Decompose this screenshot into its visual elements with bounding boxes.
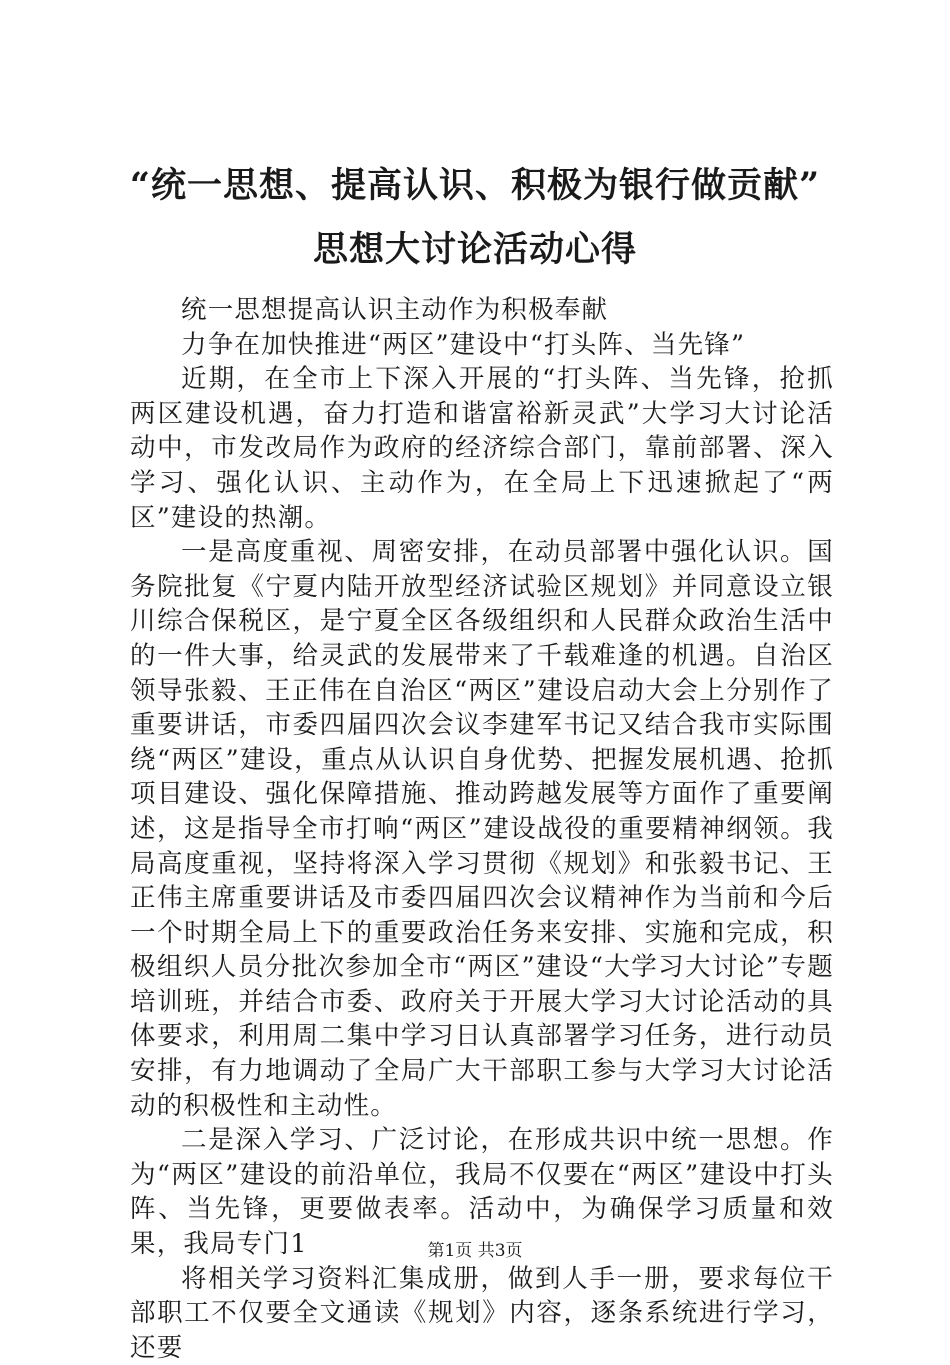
paragraph-continuation: 将相关学习资料汇集成册，做到人手一册，要求每位干部职工不仅要全文通读《规划》内容，逐条系统进行学习，还要 [130,1263,834,1363]
page-footer: 第1页 共3页 [427,1241,523,1261]
document-title-line-2: 思想大讨论活动心得 [312,229,637,270]
paragraph-point-2: 二是深入学习、广泛讨论，在形成共识中统一思想。作为“两区”建设的前沿单位，我局不仅要在“两区”建设中打头阵、当先锋，更要做表率。活动中，为确保学习质量和效果，我局专门1 [130,1125,834,1260]
paragraph-intro: 近期，在全市上下深入开展的“打头阵、当先锋，抢抓两区建设机遇，奋力打造和谐富裕新灵武”大学习大讨论活动中，市发改局作为政府的经济综合部门，靠前部署、深入学习、强化认识、主动作为，在全局上下迅速掀起了“两区”建设的热潮。 [130,364,834,533]
paragraph-point-1: 一是高度重视、周密安排，在动员部署中强化认识。国务院批复《宁夏内陆开放型经济试验区规划》并同意设立银川综合保税区，是宁夏全区各级组织和人民群众政治生活中的一件大事，给灵武的发展带来了千载难逢的机遇。自治区领导张毅、王正伟在自治区“两区”建设启动大会上分别作了重要讲话，市委四届四次会议李建军书记又结合我市实际围绕“两区”建设，重点从认识自身优势、把握发展机遇、抢抓项目建设、强化保障措施、推动跨越发展等方面作了重要阐述，这是指导全市打响“两区”建设战役的重要精神纲领。我局高度重视，坚持将深入学习贯彻《规划》和张毅书记、王正伟主席重要讲话及市委四届四次会议精神作为当前和今后一个时期全局上下的重要政治任务来安排、实施和完成，积极组织人员分批次参加全市“两区”建设“大学习大讨论”专题培训班，并结合市委、政府关于开展大学习大讨论活动的具体要求，利用周二集中学习日认真部署学习任务，进行动员安排，有力地调动了全局广大干部职工参与大学习大讨论活动的积极性和主动性。 [130,537,834,1121]
subtitle-line-1: 统一思想提高认识主动作为积极奉献 [181,295,609,325]
subtitle-line-2: 力争在加快推进“两区”建设中“打头阵、当先锋” [181,329,746,360]
document-body [130,293,834,1365]
document-title-line-1: “统一思想、提高认识、积极为银行做贡献” [129,165,821,206]
